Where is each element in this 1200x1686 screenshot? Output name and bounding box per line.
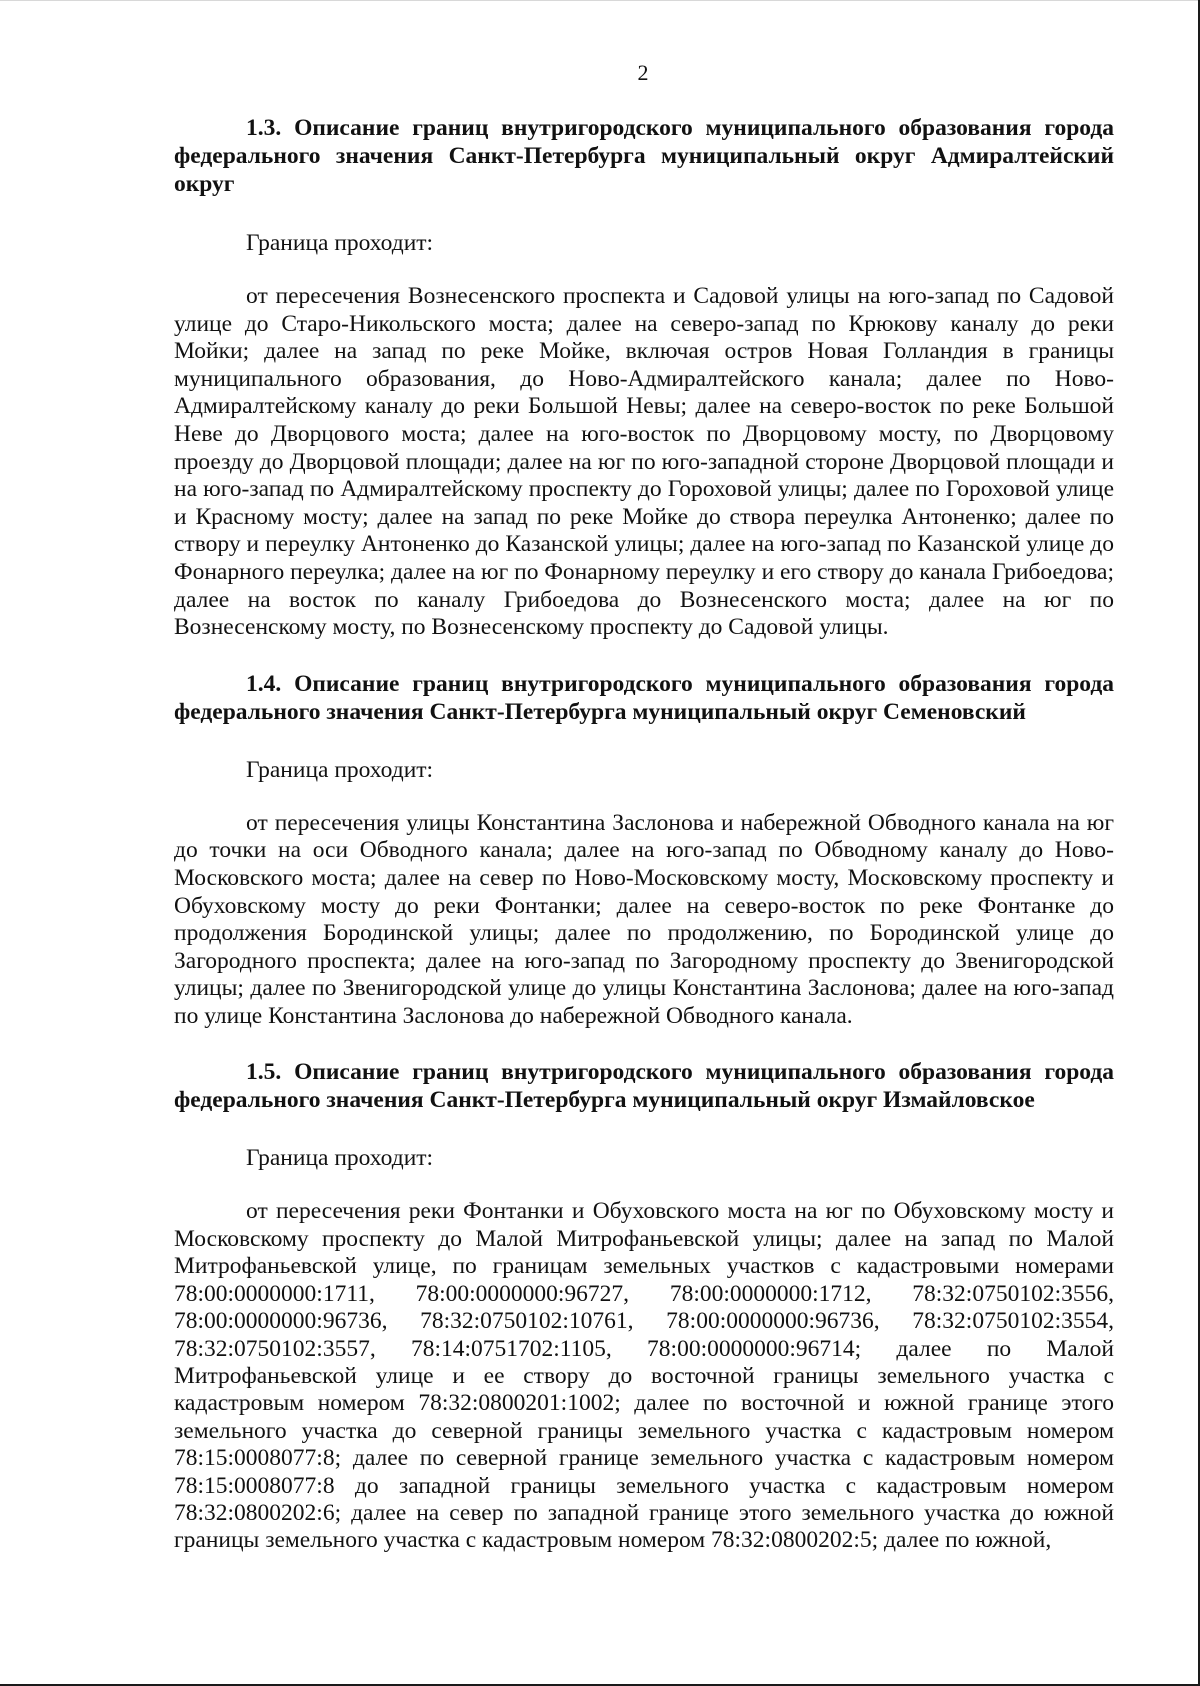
page-number: 2 bbox=[637, 60, 649, 85]
section-body: от пересечения Вознесенского проспекта и Садовой улицы на юго-запад по Садовой улице до Старо-Никольского моста; далее на северо-запад по Крюкову каналу до реки Мойки; далее на запад по реке Мойке, включая остров Новая Голландия в границы муниципального образования, до Ново-Адмиралтейского канала; далее по Ново-Адмиралтейскому каналу до реки Большой Невы; далее на северо-восток по реке Большой Неве до Дворцового моста; далее на юго-восток по Дворцовому мосту, по Дворцовому проезду до Дворцовой площади; далее на юг по юго-западной стороне Дворцовой площади и на юго-запад по Адмиралтейскому проспекту до Гороховой улицы; далее по Гороховой улице и Красному мосту; далее на запад по реке Мойке до створа переулка Антоненко; далее по створу и переулку Антоненко до Казанской улицы; далее на юго-запад по Казанской улице до Фонарного переулка; далее на юг по Фонарному переулку и его створу до канала Грибоедова; далее на восток по каналу Грибоедова до Вознесенского моста; далее на юг по Вознесенскому мосту, по Вознесенскому проспекту до Садовой улицы. bbox=[174, 283, 1114, 641]
section-intro: Граница проходит: bbox=[246, 1145, 434, 1172]
section-heading: 1.4. Описание границ внутригородского муниципального образования города федерального значения Санкт-Петербурга муниципальный округ Семеновский bbox=[174, 670, 1114, 725]
document-body bbox=[174, 114, 1114, 1555]
section-heading: 1.3. Описание границ внутригородского муниципального образования города федерального значения Санкт-Петербурга муниципальный округ Адмиралтейский округ bbox=[174, 115, 1114, 197]
section-intro: Граница проходит: bbox=[246, 230, 434, 256]
section-intro: Граница проходит: bbox=[246, 756, 434, 783]
section-1-3 bbox=[174, 114, 1114, 642]
section-body: от пересечения реки Фонтанки и Обуховского моста на юг по Обуховскому мосту и Московскому проспекту до Малой Митрофаньевской улицы; далее на запад по Малой Митрофаньевской улице, по границам земельных участков с кадастровыми номерами 78:00:0000000:1711, 78:00:0000000:96727, 78:00:0000000:1712, 78:32:0750102:3556, 78:00:0000000:96736, 78:32:0750102:10761, 78:00:0000000:96736, 78:32:0750102:3554, 78:32:0750102:3557, 78:14:0751702:1105, 78:00:0000000:96714; далее по Малой Митрофаньевской улице и ее створу до восточной границы земельного участка с кадастровым номером 78:32:0800201:1002; далее по восточной и южной границе этого земельного участка до северной границы земельного участка с кадастровым номером 78:15:0008077:8; далее по северной границе земельного участка с кадастровым номером 78:15:0008077:8 до западной границы земельного участка с кадастровым номером 78:32:0800202:6; далее на север по западной границе этого земельного участка до южной границы земельного участка с кадастровым номером 78:32:0800202:5; далее по южной, bbox=[174, 1198, 1114, 1554]
section-1-4 bbox=[174, 670, 1114, 1031]
section-heading: 1.5. Описание границ внутригородского муниципального образования города федерального значения Санкт-Петербурга муниципальный округ Измайловское bbox=[174, 1059, 1114, 1114]
section-1-5 bbox=[174, 1058, 1114, 1554]
section-body: от пересечения улицы Константина Заслонова и набережной Обводного канала на юг до точки на оси Обводного канала; далее на юго-запад по Обводному каналу до Ново-Московского моста; далее на север по Ново-Московскому мосту, Московскому проспекту и Обуховскому мосту до реки Фонтанки; далее на северо-восток по реке Фонтанке до продолжения Бородинской улицы; далее по продолжению, по Бородинской улице до Загородного проспекта; далее на юго-запад по Загородному проспекту до Звенигородской улицы; далее по Звенигородской улице до улицы Константина Заслонова; далее на юго-запад по улице Константина Заслонова до набережной Обводного канала. bbox=[174, 809, 1114, 1029]
